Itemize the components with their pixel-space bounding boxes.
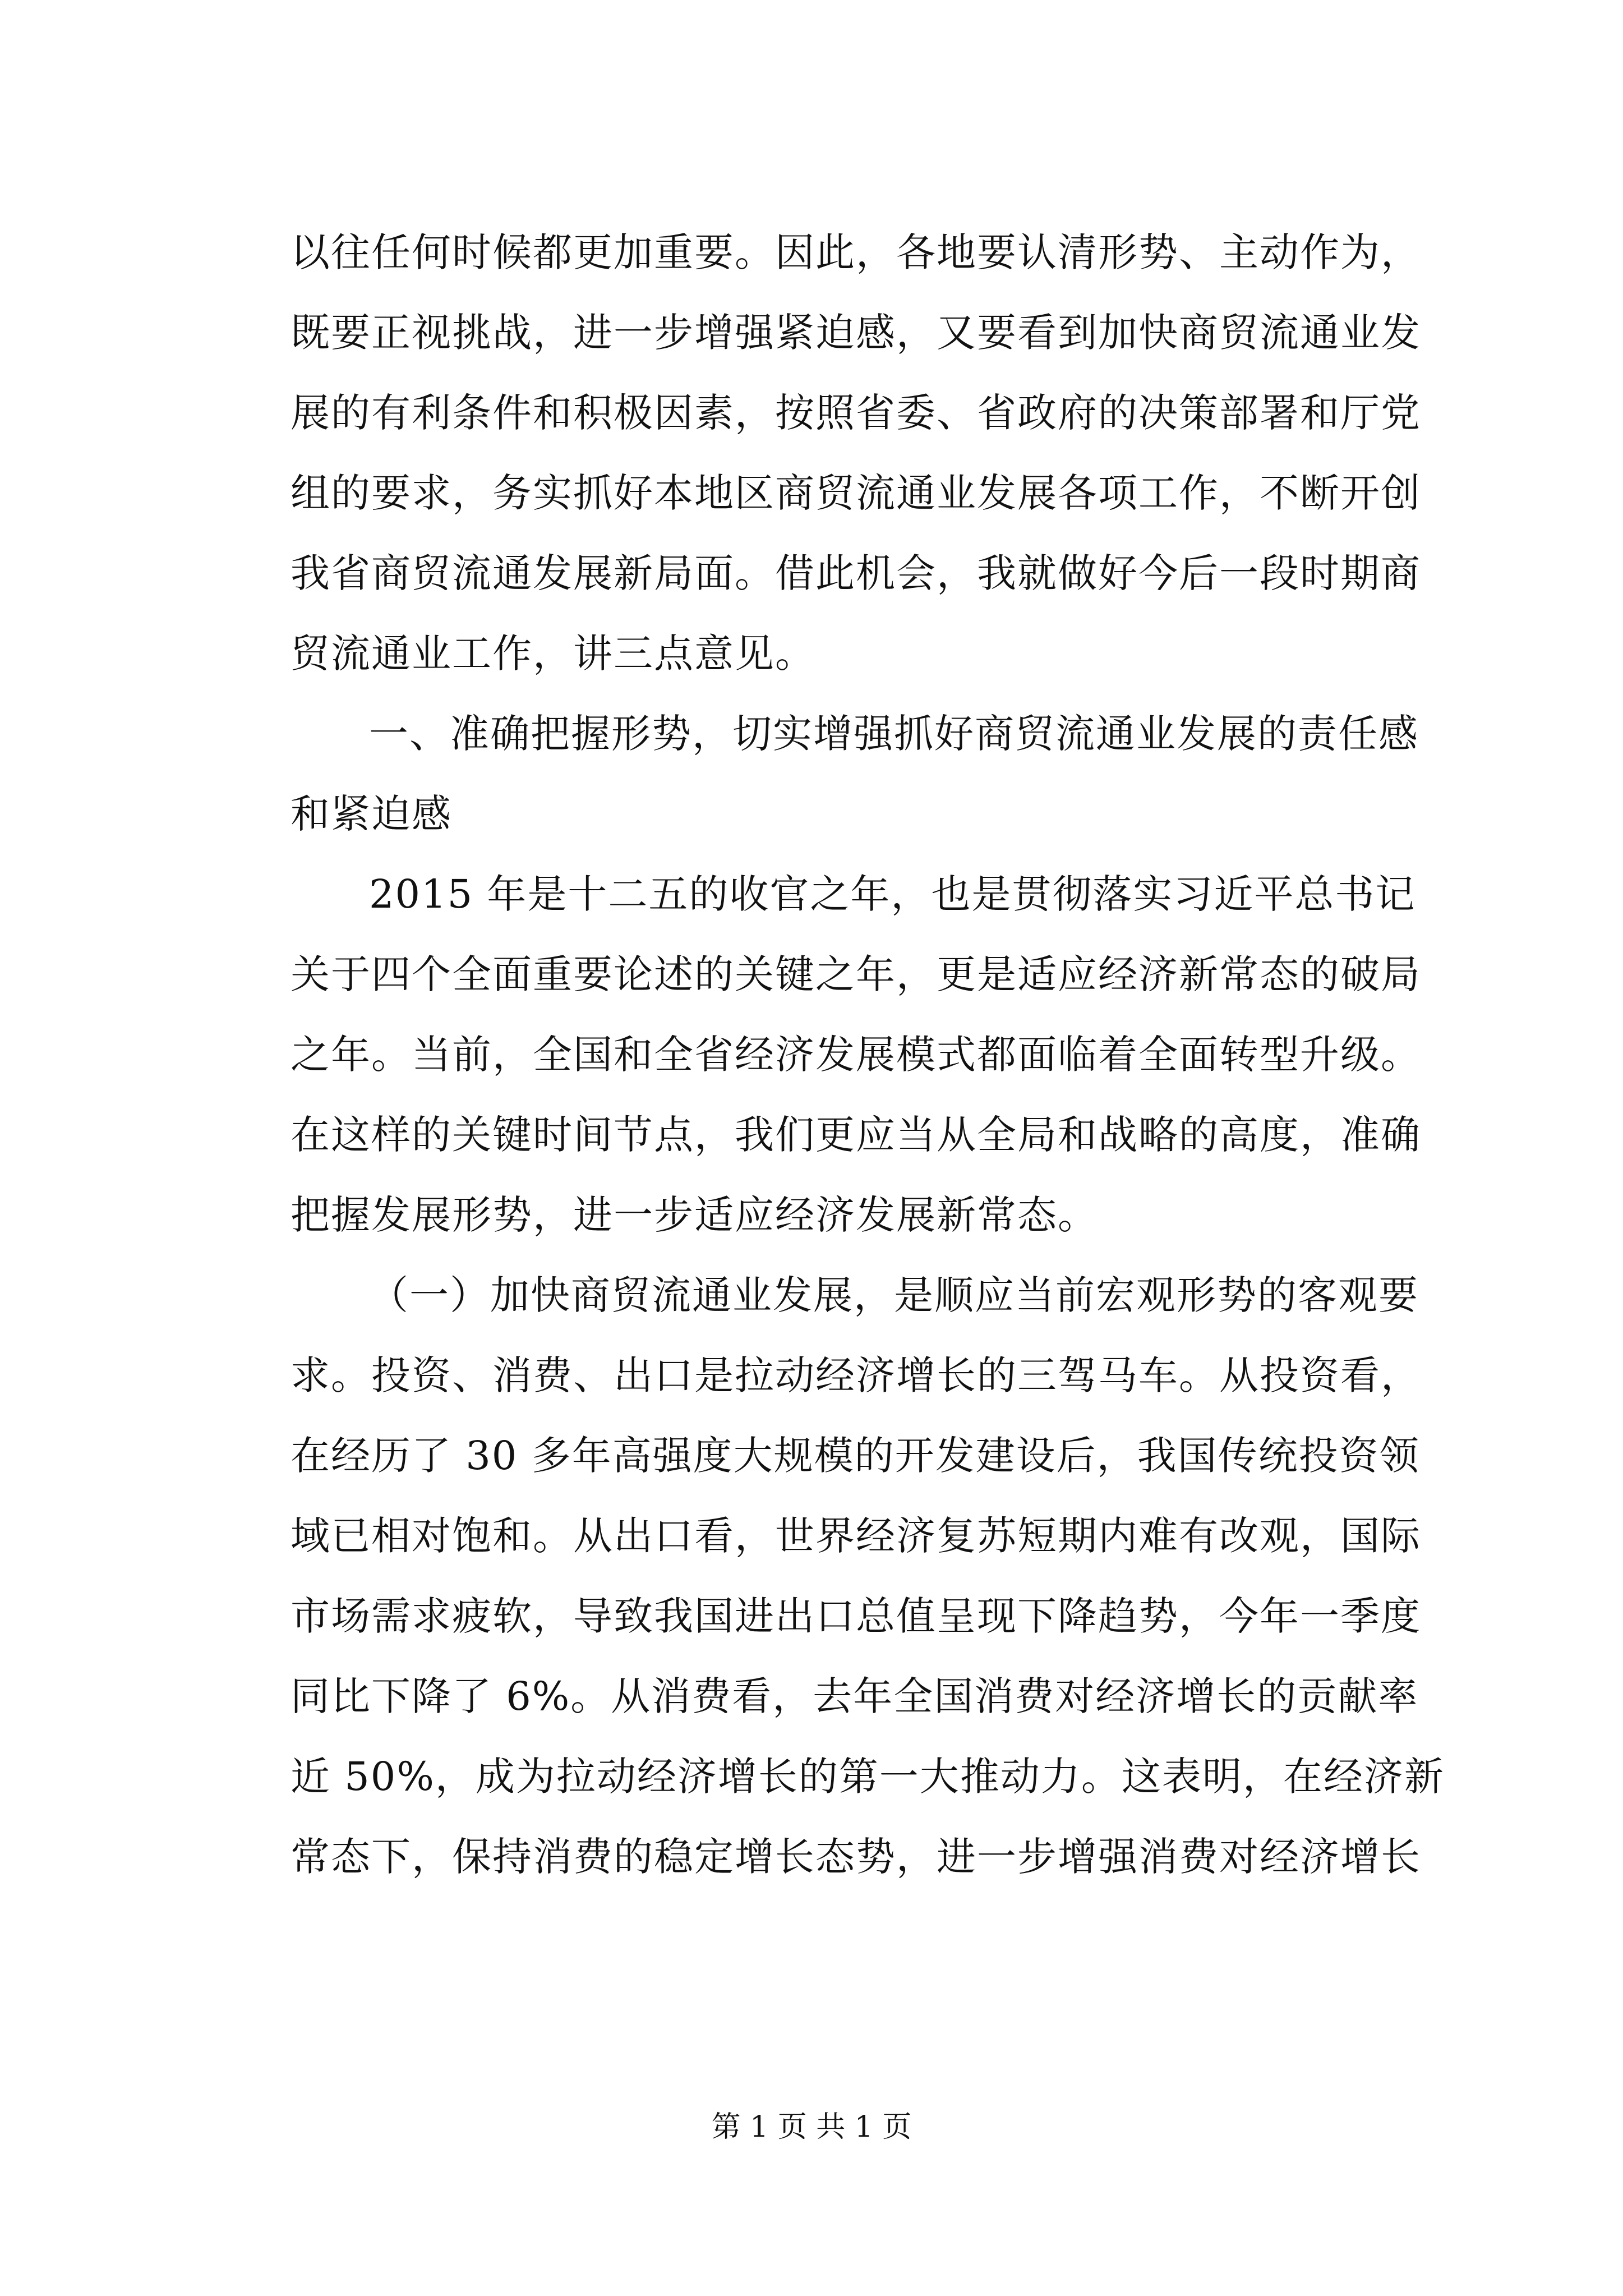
text-line: 贸流通业工作，讲三点意见。 [291,631,815,677]
subsection-heading: （一）加快商贸流通业发展，是顺应当前宏观形势的客观要 [369,1272,1419,1318]
text-line: 既要正视挑战，进一步增强紧迫感，又要看到加快商贸流通业发 [291,310,1421,356]
text-line: 市场需求疲软，导致我国进出口总值呈现下降趋势，今年一季度 [291,1593,1421,1639]
text-line: 2015 年是十二五的收官之年，也是贯彻落实习近平总书记 [369,871,1416,917]
text-line: 关于四个全面重要论述的关键之年，更是适应经济新常态的破局 [291,951,1421,997]
text-line: 域已相对饱和。从出口看，世界经济复苏短期内难有改观，国际 [291,1513,1421,1559]
text-line: 同比下降了 6%。从消费看，去年全国消费对经济增长的贡献率 [291,1673,1419,1719]
text-line: 在经历了 30 多年高强度大规模的开发建设后，我国传统投资领 [291,1433,1420,1479]
section-heading: 和紧迫感 [291,791,452,837]
text-line: 常态下，保持消费的稳定增长态势，进一步增强消费对经济增长 [291,1834,1421,1880]
text-line: 在这样的关键时间节点，我们更应当从全局和战略的高度，准确 [291,1112,1421,1158]
page-footer: 第 1 页 共 1 页 [711,2110,912,2144]
text-line: 求。投资、消费、出口是拉动经济增长的三驾马车。从投资看， [291,1352,1421,1398]
text-line: 以往任何时候都更加重要。因此，各地要认清形势、主动作为， [291,229,1421,275]
text-line: 把握发展形势，进一步适应经济发展新常态。 [291,1192,1098,1238]
text-line: 之年。当前，全国和全省经济发展模式都面临着全面转型升级。 [291,1032,1421,1078]
text-line: 组的要求，务实抓好本地区商贸流通业发展各项工作，不断开创 [291,470,1421,516]
text-line: 近 50%，成为拉动经济增长的第一大推动力。这表明，在经济新 [291,1754,1445,1800]
text-line: 展的有利条件和积极因素，按照省委、省政府的决策部署和厅党 [291,390,1421,436]
section-heading: 一、准确把握形势，切实增强抓好商贸流通业发展的责任感 [369,711,1419,757]
text-line: 我省商贸流通发展新局面。借此机会，我就做好今后一段时期商 [291,550,1421,596]
